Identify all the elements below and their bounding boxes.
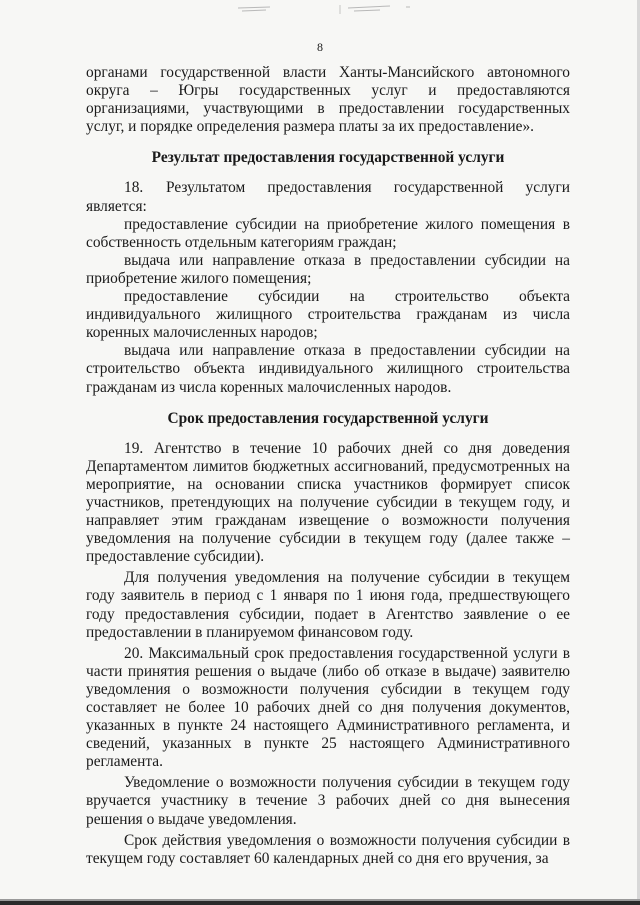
section-heading-result: Результат предоставления государственной услуги: [151, 149, 505, 167]
result-item: предоставление субсидии на приобретение жилого помещения в собственность отдельным категориям граждан;: [86, 215, 570, 251]
document-body: [86, 64, 570, 868]
paragraph-notice-validity: Срок действия уведомления о возможности получения субсидии в текущем году составляет 60 календарных дней со дня его вручения, за: [86, 831, 570, 867]
item-18-intro: [86, 179, 570, 215]
result-item: выдача или направление отказа в предоставлении субсидии на строительство объекта индивидуального жилищного строительства гражданам из числа коренных малочисленных народов.: [86, 342, 570, 396]
result-item: предоставление субсидии на строительство объекта индивидуального жилищного строительства гражданам из числа коренных малочисленных народов;: [86, 288, 570, 342]
page-number: 8: [317, 40, 323, 54]
item-intro-text: Результатом предоставления государственной услуги является:: [86, 179, 570, 215]
paragraph-19: 19. Агентство в течение 10 рабочих дней со дня доведения Департаментом лимитов бюджетных ассигнований, предусмотренных на мероприятие, на основании списка участников формирует список участников, претендующих на получение субсидии в текущем году, и направляет этим гражданам извещение о возможности получения уведомления на получение субсидии в текущем году (далее также – предоставление субсидии).: [86, 439, 570, 566]
section-heading-term: Срок предоставления государственной услуги: [167, 409, 489, 427]
scan-artifact: [230, 2, 430, 16]
scan-bottom-edge: [0, 901, 640, 905]
result-item: выдача или направление отказа в предоставлении субсидии на приобретение жилого помещения;: [86, 251, 570, 287]
paragraph-20: 20. Максимальный срок предоставления государственной услуги в части принятия решения о выдаче (либо об отказе в выдаче) заявителю уведомления о возможности получения субсидии в текущем году составляет не более 10 рабочих дней со дня получения документов, указанных в пункте 24 настоящего Административного регламента, и сведений, указанных в пункте 25 настоящего Административного регламента.: [86, 644, 570, 771]
paragraph-notice-delivery: Уведомление о возможности получения субсидии в текущем году вручается участнику в течение 3 рабочих дней со дня вынесения решения о выдаче уведомления.: [86, 774, 570, 828]
paragraph-application: Для получения уведомления на получение субсидии в текущем году заявитель в период с 1 января по 1 июня года, предшествующего году предоставления субсидии, подает в Агентство заявление о ее предоставлении в планируемом финансовом году.: [86, 569, 570, 641]
paragraph-continuation: органами государственной власти Ханты-Мансийского автономного округа – Югры государственных услуг и предоставляются организациями, участвующими в предоставлении государственных услуг, и порядке определения размера платы за их предоставление».: [86, 64, 570, 136]
item-number: 18.: [124, 179, 144, 197]
